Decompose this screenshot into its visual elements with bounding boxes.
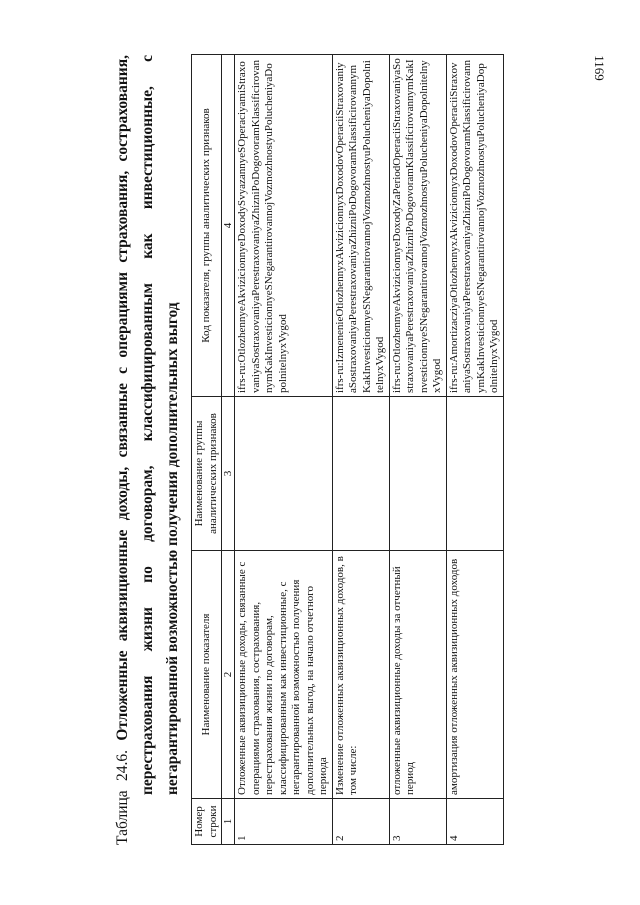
header-row-number: Номер строки (192, 799, 222, 845)
table-caption-line-2: перестрахования жизни по договорам, классифицированным как инвестиционные, с (139, 55, 156, 795)
header-indicator-code: Код показателя, группы аналитических признаков (192, 55, 222, 397)
table-row (446, 55, 503, 845)
table-row (389, 55, 446, 845)
indicator-code: ifrs-ru:IzmenenieOtlozhennyxAkvizicionnyxDoxodovOperaciiStraxovaniyaSostraxovaniyaPerestraxovaniyaZhizniPoDogovoramKlassificirovannymKakInvesticionnyeSNegarantirovannojVozmozhnostyuPolucheniyaDopolnitelnyxVygod (332, 55, 389, 397)
table-row (235, 55, 333, 845)
group-name (389, 397, 446, 551)
row-number: 2 (332, 799, 389, 845)
row-number: 4 (446, 799, 503, 845)
indicator-code: ifrs-ru:OtlozhennyeAkvizicionnyeDoxodySvyazannyeSOperaciyamiStraxovaniyaSostraxovaniyaPerestraxovaniyaZhizniPoDogovoramKlassificirovannymKakInvesticionnyeSNegarantirovannojVozmozhnostyuPolucheniyaDopolnitelnyxVygod (235, 55, 333, 397)
table-caption-title: Отложенные аквизиционные доходы, связанные с операциями страхования, сострахования, (114, 54, 131, 741)
group-name (446, 397, 503, 551)
column-number: 4 (222, 55, 235, 397)
indicator-code: ifrs-ru:OtlozhennyeAkvizicionnyeDoxodyZaPeriodOperaciiStraxovaniyaSostraxovaniyaPerestraxovaniyaZhizniPoDogovoramKlassificirovannymKakInvesticionnyeSNegarantirovannojVozmozhnostyuPolucheniyaDopolnitelnyxVygod (389, 55, 446, 397)
table-caption-line-3: негарантированной возможностью получения дополнительных выгод (164, 302, 181, 795)
indicator-name: Отложенные аквизиционные доходы, связанные с операциями страхования, сострахования, перестрахования жизни по договорам, классифицированным как инвестиционные, с негарантированной возможностью получения дополнительных выгод, на начало отчетного периода (235, 551, 333, 799)
header-indicator-name: Наименование показателя (192, 551, 222, 799)
group-name (332, 397, 389, 551)
table-caption-label: Таблица 24.6. (114, 749, 131, 845)
column-number: 1 (222, 799, 235, 845)
group-name (235, 397, 333, 551)
row-number: 1 (235, 799, 333, 845)
indicator-table (191, 54, 504, 845)
page-number: 1169 (592, 55, 608, 81)
indicator-name: амортизация отложенных аквизиционных доходов (446, 551, 503, 799)
header-group-name: Наименование группы аналитических признаков (192, 397, 222, 551)
indicator-code: ifrs-ru:AmortizacziyaOtlozhennyxAkvizicionnyxDoxodovOperaciiStraxovaniyaSostraxovaniyaPerestraxovaniyaZhizniPoDogovoramKlassificirovannymKakInvesticionnyeSNegarantirovannojVozmozhnostyuPolucheniyaDopolnitelnyxVygod (446, 55, 503, 397)
rotated-page-content (110, 55, 570, 845)
indicator-name: отложенные аквизиционные доходы за отчетный период (389, 551, 446, 799)
column-number: 3 (222, 397, 235, 551)
column-number-row (222, 55, 235, 845)
table-header-row (192, 55, 222, 845)
column-number: 2 (222, 551, 235, 799)
table-caption (110, 55, 135, 845)
table-row (332, 55, 389, 845)
indicator-name: Изменение отложенных аквизиционных доходов, в том числе: (332, 551, 389, 799)
row-number: 3 (389, 799, 446, 845)
